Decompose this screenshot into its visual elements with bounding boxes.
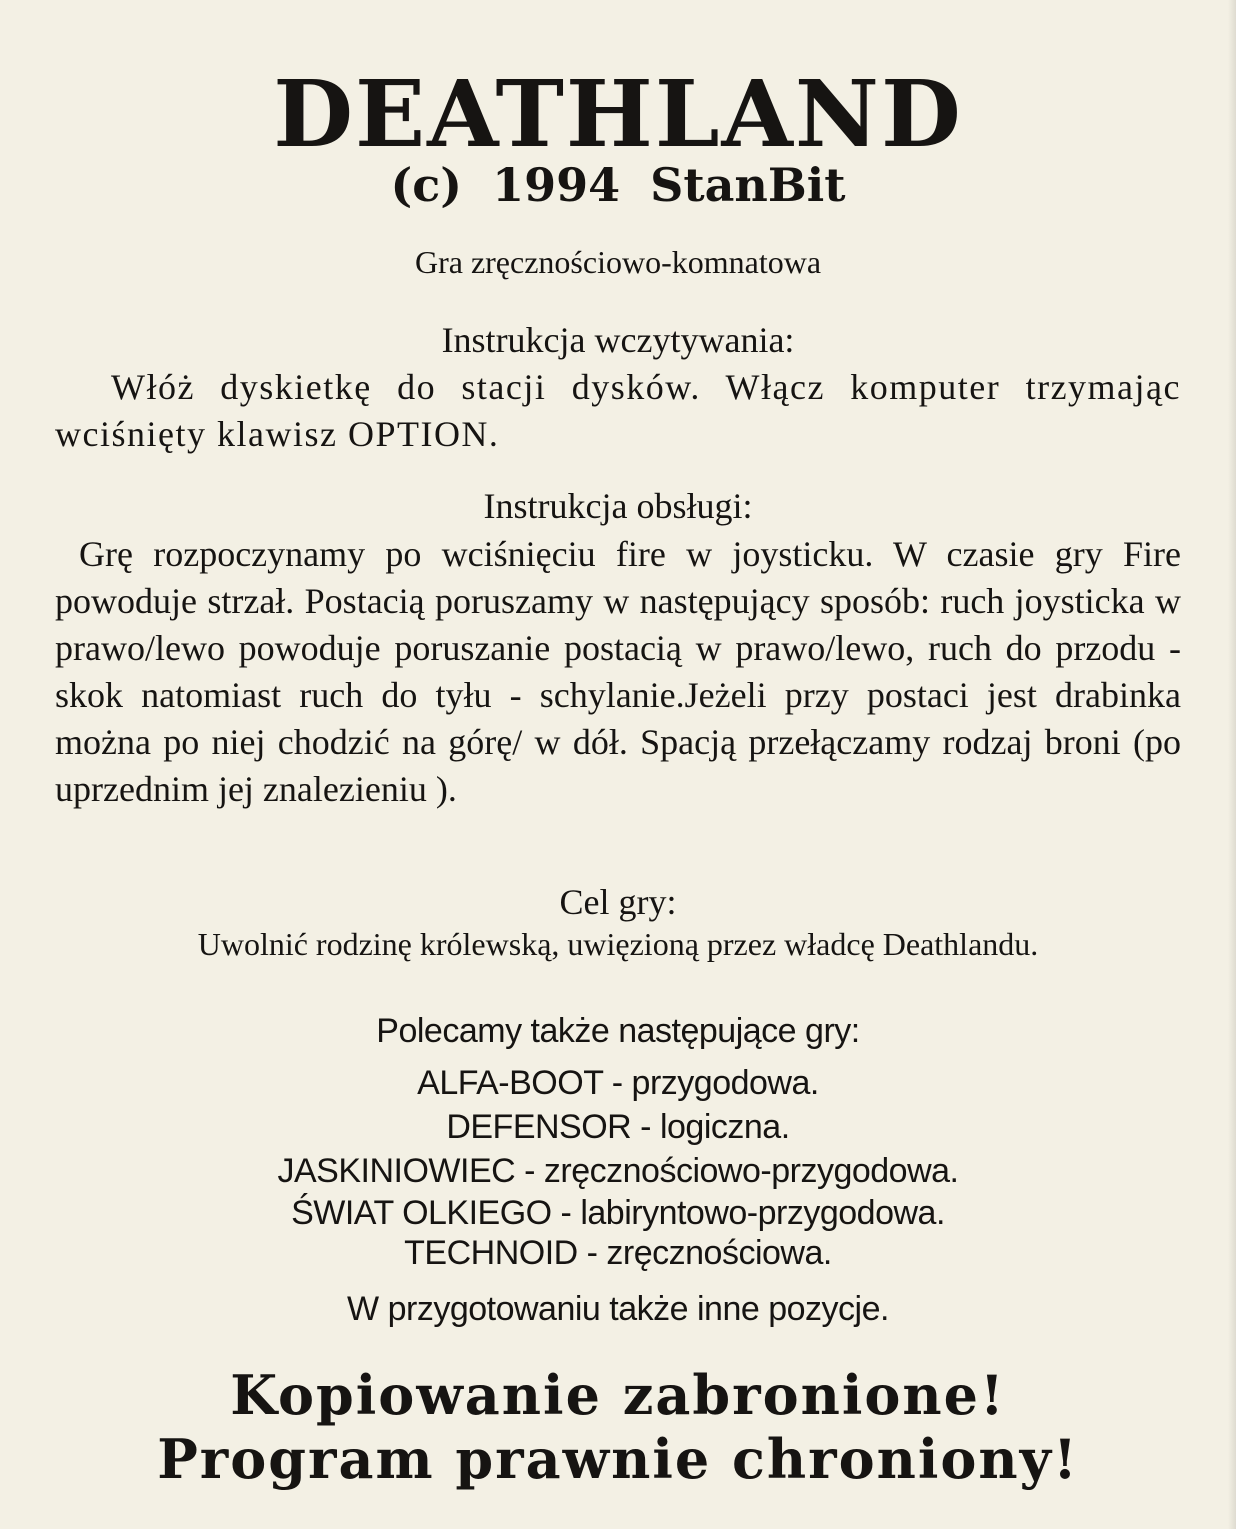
copy-warning: Kopiowanie zabronione!	[230, 1363, 1006, 1427]
goal-heading: Cel gry:	[559, 882, 677, 922]
game-list-item: DEFENSOR - logiczna.	[446, 1108, 790, 1146]
goal-text: Uwolnić rodzinę królewską, uwięzioną przez władcę Deathlandu.	[197, 926, 1039, 962]
upcoming-note: W przygotowaniu także inne pozycje.	[347, 1290, 889, 1328]
game-list-item: ŚWIAT OLKIEGO - labiryntowo-przygodowa.	[291, 1194, 945, 1232]
operation-heading: Instrukcja obsługi:	[483, 486, 753, 526]
loading-heading: Instrukcja wczytywania:	[441, 320, 795, 360]
copyright-line: (c) 1994 StanBit	[390, 158, 846, 212]
loading-instructions: Włóż dyskietkę do stacji dysków. Włącz komputer trzymając wciśnięty klawisz OPTION.	[55, 367, 1181, 454]
genre-subtitle: Gra zręcznościowo-komnatowa	[414, 244, 822, 280]
game-list-item: TECHNOID - zręcznościowa.	[404, 1234, 832, 1272]
legal-warning: Program prawnie chroniony!	[157, 1427, 1079, 1491]
recommended-heading: Polecamy także następujące gry:	[376, 1012, 860, 1050]
game-list-item: JASKINIOWIEC - zręcznościowo-przygodowa.	[277, 1152, 959, 1190]
game-title: DEATHLAND	[273, 60, 963, 168]
game-list-item: ALFA-BOOT - przygodowa.	[417, 1064, 819, 1102]
operation-instructions: Grę rozpoczynamy po wciśnięciu fire w joysticku. W czasie gry Fire powoduje strzał. Postacią poruszamy w następujący sposób: ruch joysticka w prawo/lewo powoduje poruszanie postacią w prawo/lewo, ruch do przodu - skok natomiast ruch do tyłu - schylanie.Jeżeli przy postaci jest drabinka można po niej chodzić na górę/ w dół. Spacją przełączamy rodzaj broni (po uprzednim jej znalezieniu ).	[55, 534, 1181, 809]
